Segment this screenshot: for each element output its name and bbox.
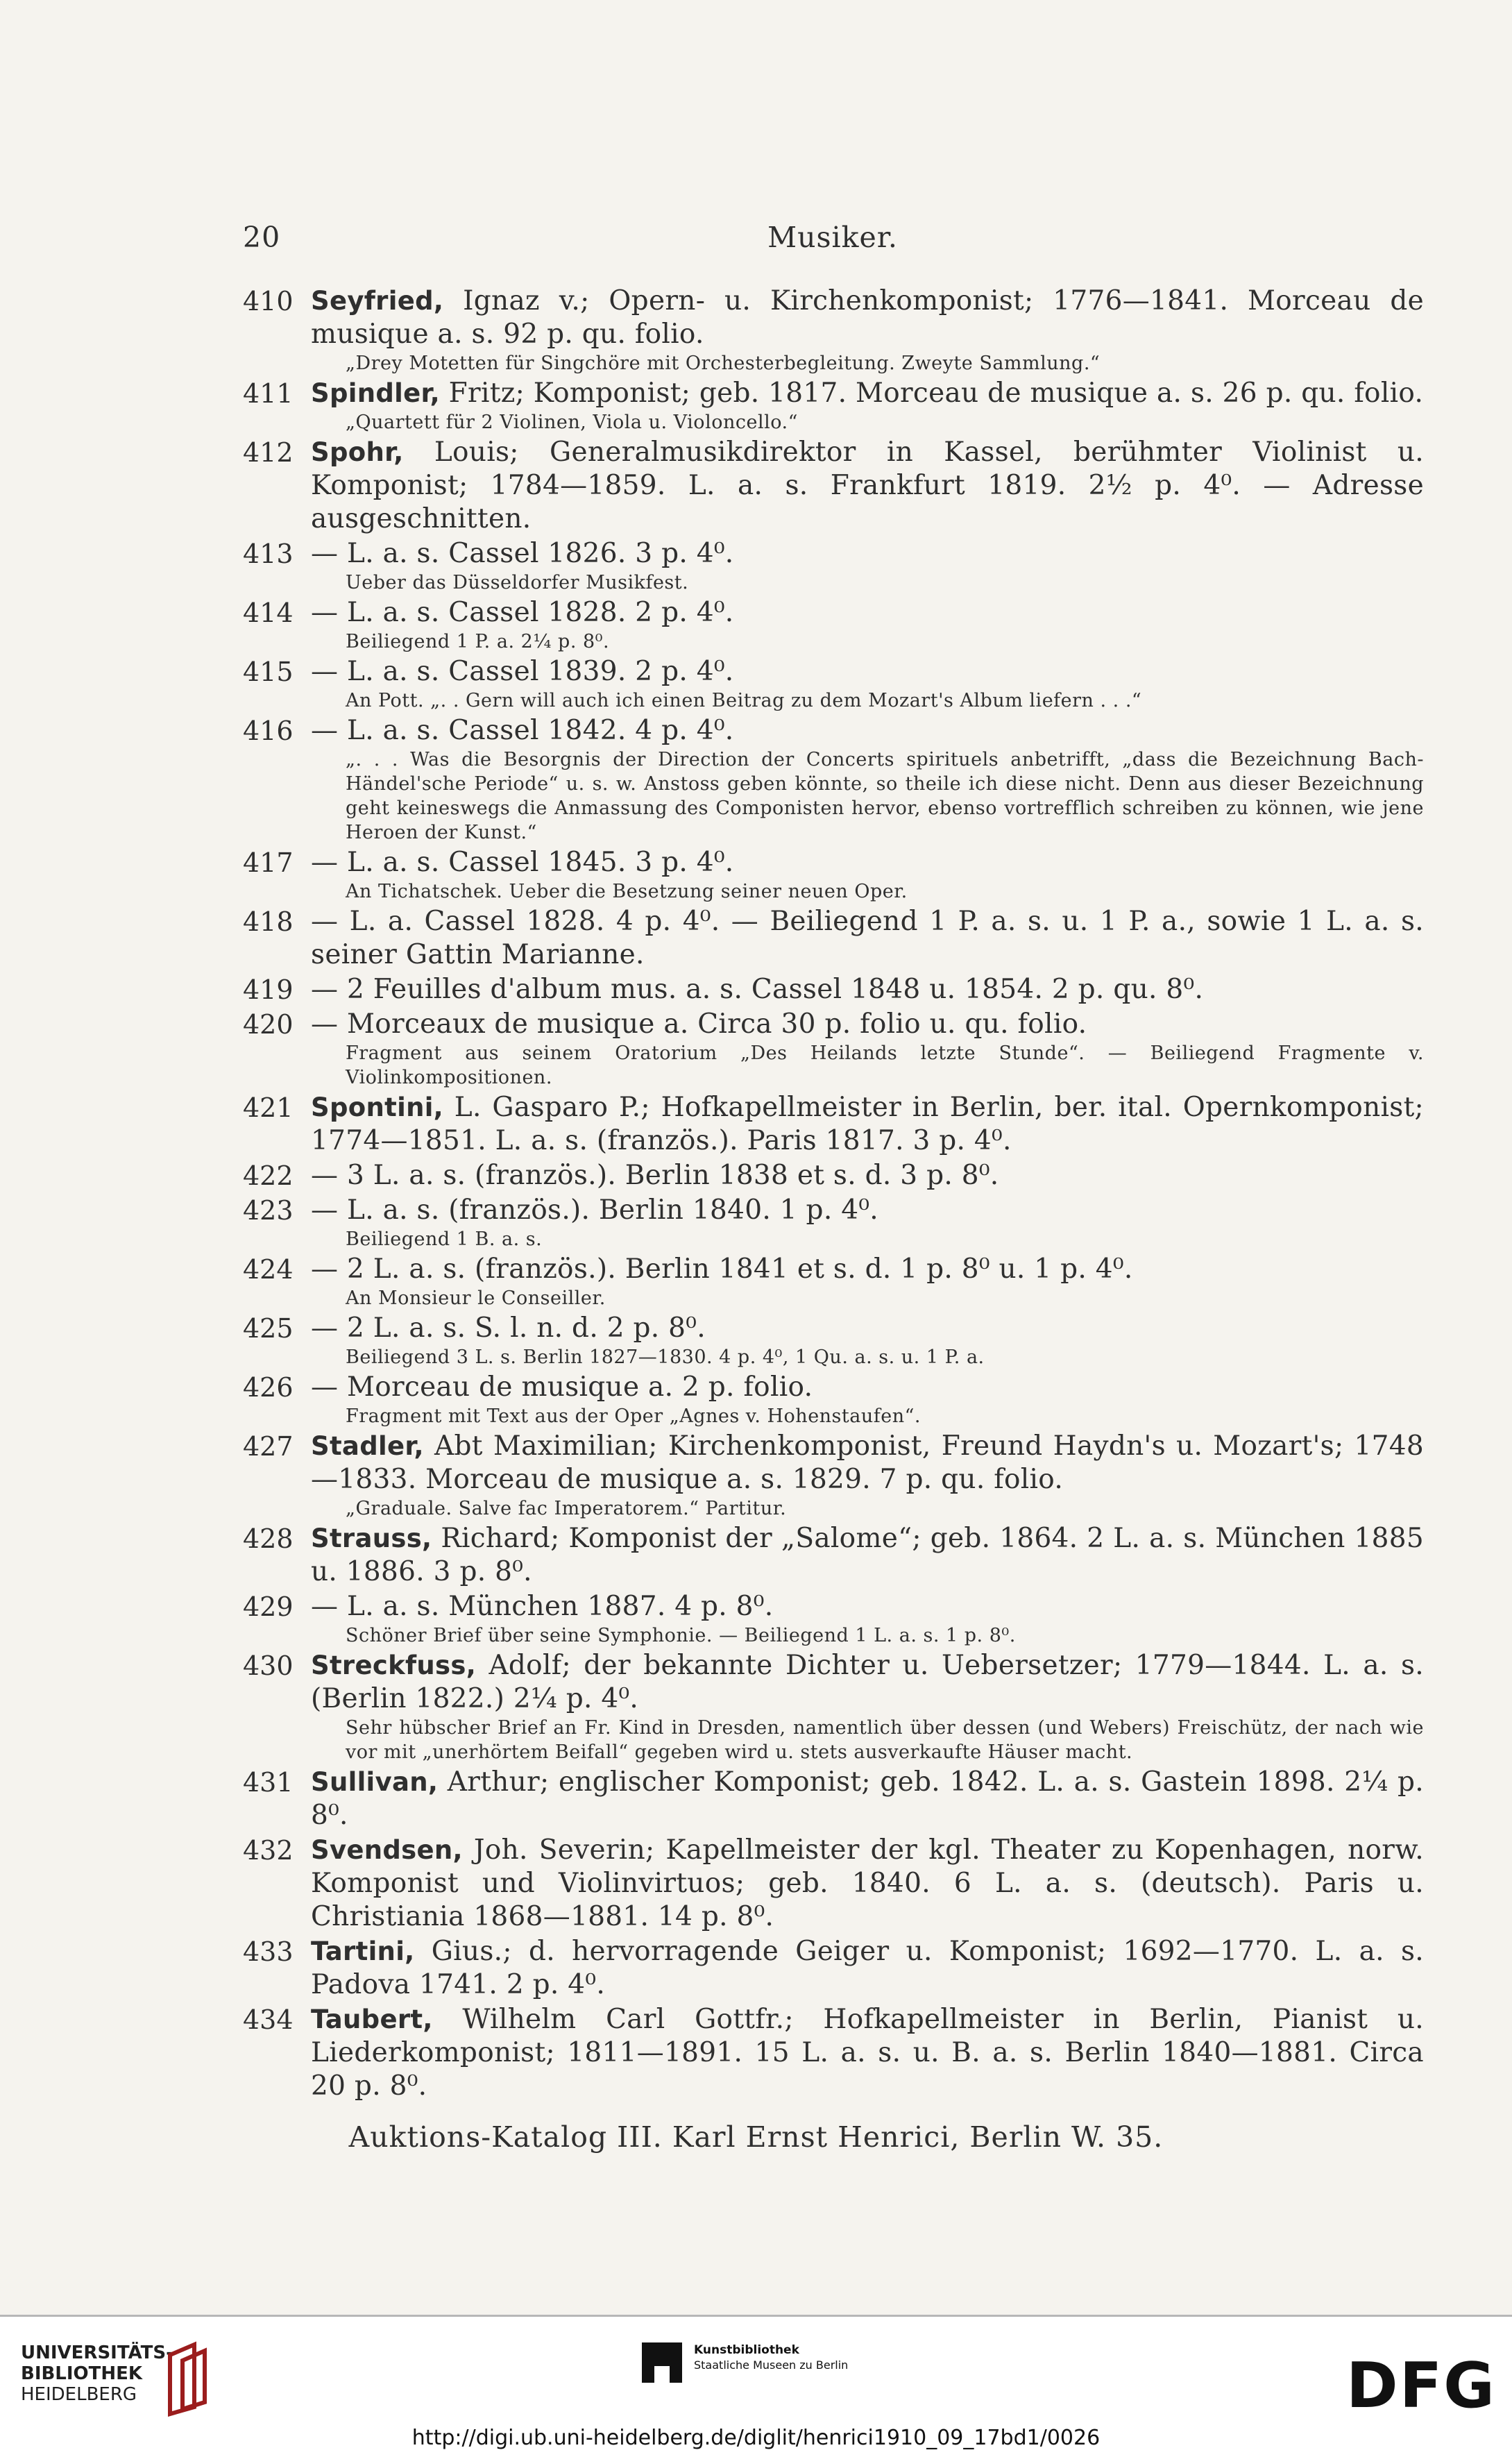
entry-text: — L. a. s. (französ.). Berlin 1840. 1 p. 4⁰.: [311, 1194, 878, 1226]
catalog-entry: [243, 1091, 1424, 1158]
entry-description: [311, 1312, 1424, 1345]
library-line-1: UNIVERSITÄTS-: [21, 2342, 173, 2363]
entry-description: [311, 537, 1424, 571]
composer-name: Spontini,: [311, 1092, 444, 1122]
entry-number: 417: [243, 847, 294, 878]
entry-description: [311, 846, 1424, 879]
library-line-2: BIBLIOTHEK: [21, 2363, 143, 2384]
entry-note: Beiliegend 3 L. s. Berlin 1827—1830. 4 p. 4⁰, 1 Qu. a. s. u. 1 P. a.: [346, 1346, 985, 1368]
entry-list: [243, 285, 1424, 2104]
entry-number: 410: [243, 286, 294, 316]
kb-line-1: Kunstbibliothek: [694, 2343, 799, 2357]
entry-note: Ueber das Düsseldorfer Musikfest.: [346, 572, 689, 593]
catalog-entry: [243, 1008, 1424, 1090]
kunstbibliothek-text: [694, 2342, 848, 2373]
entry-description: [311, 1766, 1424, 1832]
entry-number: 425: [243, 1313, 294, 1344]
catalog-entry: [243, 1590, 1424, 1648]
entry-description: [311, 1371, 1424, 1404]
university-library-logo[interactable]: [21, 2336, 222, 2433]
page-header: [243, 221, 1422, 262]
entry-number: 418: [243, 906, 294, 937]
entry-text: — Morceau de musique a. 2 p. folio.: [311, 1371, 813, 1403]
entry-description: [311, 1008, 1424, 1041]
catalog-entry: [243, 714, 1424, 845]
composer-name: Spohr,: [311, 437, 404, 467]
entry-number: 431: [243, 1767, 294, 1798]
entry-text: — L. a. s. Cassel 1828. 2 p. 4⁰.: [311, 597, 734, 628]
composer-name: Svendsen,: [311, 1835, 463, 1865]
page-title: Musiker.: [767, 221, 898, 254]
catalog-entry: [243, 1159, 1424, 1192]
catalog-entry: [243, 1312, 1424, 1369]
entry-note: „Quartett für 2 Violinen, Viola u. Violoncello.“: [346, 412, 798, 433]
entry-number: 428: [243, 1523, 294, 1554]
entry-text: Ignaz v.; Opern- u. Kirchenkomponist; 1776—1841. Morceau de musique a. s. 92 p. qu. folio.: [311, 285, 1424, 350]
composer-name: Streckfuss,: [311, 1650, 477, 1680]
entry-number: 421: [243, 1092, 294, 1123]
entry-number: 413: [243, 539, 294, 569]
catalog-entry: [243, 2003, 1424, 2103]
library-line-3: HEIDELBERG: [21, 2384, 137, 2405]
catalog-footer: Auktions-Katalog III. Karl Ernst Henrici, Berlin W. 35.: [348, 2120, 1164, 2154]
kb-line-2: Staatliche Museen zu Berlin: [694, 2358, 849, 2372]
entry-number: 412: [243, 437, 294, 468]
composer-name: Taubert,: [311, 2004, 433, 2034]
composer-name: Spindler,: [311, 378, 440, 408]
composer-name: Strauss,: [311, 1523, 432, 1553]
entry-number: 434: [243, 2004, 294, 2035]
entry-note: Schöner Brief über seine Symphonie. — Beiliegend 1 L. a. s. 1 p. 8⁰.: [346, 1625, 1016, 1646]
entry-text: Gius.; d. hervorragende Geiger u. Komponist; 1692—1770. L. a. s. Padova 1741. 2 p. 4⁰.: [311, 1936, 1424, 2000]
entry-number: 424: [243, 1254, 294, 1285]
entry-note: „Graduale. Salve fac Imperatorem.“ Partitur.: [346, 1498, 787, 1519]
entry-text: — 2 Feuilles d'album mus. a. s. Cassel 1848 u. 1854. 2 p. qu. 8⁰.: [311, 974, 1204, 1005]
catalog-entry: [243, 377, 1424, 434]
entry-text: — 2 L. a. s. S. l. n. d. 2 p. 8⁰.: [311, 1312, 706, 1344]
entry-description: [311, 714, 1424, 748]
entry-note: An Tichatschek. Ueber die Besetzung seiner neuen Oper.: [346, 881, 908, 902]
entry-text: — L. a. Cassel 1828. 4 p. 4⁰. — Beiliegend 1 P. a. s. u. 1 P. a., sowie 1 L. a. s. seiner Gattin Marianne.: [311, 906, 1424, 970]
catalog-entry: [243, 596, 1424, 654]
entry-description: [311, 655, 1424, 689]
entry-text: Fritz; Komponist; geb. 1817. Morceau de musique a. s. 26 p. qu. folio.: [439, 378, 1424, 409]
entry-number: 423: [243, 1195, 294, 1226]
catalog-entry: [243, 1834, 1424, 1934]
library-emblem-icon: [163, 2341, 219, 2417]
catalog-entry: [243, 1649, 1424, 1764]
catalog-entry: [243, 285, 1424, 375]
entry-description: [311, 1253, 1424, 1286]
composer-name: Stadler,: [311, 1431, 424, 1461]
entry-number: 411: [243, 378, 294, 409]
entry-number: 426: [243, 1372, 294, 1403]
catalog-entry: [243, 1253, 1424, 1310]
entry-note: Fragment aus seinem Oratorium „Des Heilands letzte Stunde“. — Beiliegend Fragmente v. Violinkompositionen.: [346, 1042, 1424, 1088]
entry-text: — L. a. s. Cassel 1839. 2 p. 4⁰.: [311, 656, 734, 687]
entry-text: — L. a. s. Cassel 1842. 4 p. 4⁰.: [311, 715, 734, 746]
bottom-bar: [0, 2315, 1512, 2457]
entry-note: An Pott. „. . Gern will auch ich einen Beitrag zu dem Mozart's Album liefern . . .“: [346, 690, 1142, 711]
entry-number: 420: [243, 1009, 294, 1040]
entry-description: [311, 1194, 1424, 1227]
catalog-entry: [243, 973, 1424, 1006]
entry-text: — L. a. s. München 1887. 4 p. 8⁰.: [311, 1591, 774, 1622]
entry-description: [311, 1590, 1424, 1623]
entry-description: [311, 2003, 1424, 2103]
entry-text: — 2 L. a. s. (französ.). Berlin 1841 et s. d. 1 p. 8⁰ u. 1 p. 4⁰.: [311, 1253, 1133, 1285]
catalog-entry: [243, 1371, 1424, 1428]
entry-text: Louis; Generalmusikdirektor in Kassel, berühmter Violinist u. Komponist; 1784—1859. L. a. s. Frankfurt 1819. 2½ p. 4⁰. — Adresse ausgeschnitten.: [311, 437, 1424, 534]
entry-note: Beiliegend 1 P. a. 2¼ p. 8⁰.: [346, 631, 610, 652]
entry-text: — 3 L. a. s. (französ.). Berlin 1838 et s. d. 3 p. 8⁰.: [311, 1160, 999, 1191]
page-number: 20: [243, 221, 281, 254]
source-url[interactable]: http://digi.ub.uni-heidelberg.de/diglit/henrici1910_09_17bd1/0026: [411, 2426, 1101, 2450]
entry-description: [311, 1935, 1424, 2002]
catalog-entry: [243, 1522, 1424, 1589]
kunstbibliothek-mark-icon: [642, 2342, 682, 2383]
dfg-logo[interactable]: DFG: [1346, 2349, 1497, 2422]
library-name: [21, 2342, 173, 2405]
entry-number: 416: [243, 716, 294, 746]
entry-text: Abt Maximilian; Kirchenkomponist, Freund Haydn's u. Mozart's; 1748—1833. Morceau de musique a. s. 1829. 7 p. qu. folio.: [311, 1430, 1424, 1495]
entry-description: [311, 1091, 1424, 1158]
entry-description: [311, 596, 1424, 630]
entry-number: 419: [243, 974, 294, 1005]
entry-note: „Drey Motetten für Singchöre mit Orchesterbegleitung. Zweyte Sammlung.“: [346, 353, 1101, 374]
entry-description: [311, 1430, 1424, 1496]
entry-text: Adolf; der bekannte Dichter u. Uebersetzer; 1779—1844. L. a. s. (Berlin 1822.) 2¼ p. 4⁰.: [311, 1650, 1424, 1714]
entry-number: 422: [243, 1160, 294, 1191]
entry-description: [311, 1522, 1424, 1589]
entry-text: Joh. Severin; Kapellmeister der kgl. Theater zu Kopenhagen, norw. Komponist und Violinvirtuos; geb. 1840. 6 L. a. s. (deutsch). Paris u. Christiania 1868—1881. 14 p. 8⁰.: [311, 1834, 1424, 1932]
composer-name: Seyfried,: [311, 286, 444, 316]
composer-name: Tartini,: [311, 1936, 415, 1966]
entry-description: [311, 1834, 1424, 1934]
entry-number: 432: [243, 1835, 294, 1866]
catalog-entry: [243, 537, 1424, 595]
entry-note: Beiliegend 1 B. a. s.: [346, 1228, 543, 1250]
entry-note: An Monsieur le Conseiller.: [346, 1287, 606, 1309]
entry-text: — L. a. s. Cassel 1826. 3 p. 4⁰.: [311, 538, 734, 569]
entry-description: [311, 905, 1424, 972]
catalog-entry: [243, 655, 1424, 713]
entry-description: [311, 973, 1424, 1006]
catalog-entry: [243, 436, 1424, 536]
entry-text: — Morceaux de musique a. Circa 30 p. folio u. qu. folio.: [311, 1008, 1087, 1040]
catalog-entry: [243, 1935, 1424, 2002]
catalog-entry: [243, 1766, 1424, 1832]
entry-text: Wilhelm Carl Gottfr.; Hofkapellmeister in Berlin, Pianist u. Liederkomponist; 1811—1891. 15 L. a. s. u. B. a. s. Berlin 1840—1881. Circa 20 p. 8⁰.: [311, 2004, 1424, 2102]
entry-description: [311, 1649, 1424, 1716]
entry-description: [311, 377, 1424, 410]
entry-description: [311, 1159, 1424, 1192]
catalog-entry: [243, 1194, 1424, 1251]
entry-number: 415: [243, 657, 294, 687]
entry-note: Sehr hübscher Brief an Fr. Kind in Dresden, namentlich über dessen (und Webers) Freischütz, der nach wie vor mit „unerhörtem Beifall“ gegeben wird u. stets ausverkaufte Häuser macht.: [346, 1717, 1424, 1763]
entry-number: 430: [243, 1650, 294, 1681]
entry-text: L. Gasparo P.; Hofkapellmeister in Berlin, ber. ital. Opernkomponist; 1774—1851. L. a. s. (französ.). Paris 1817. 3 p. 4⁰.: [311, 1092, 1424, 1156]
divider: [0, 2315, 1512, 2317]
catalog-entry: [243, 846, 1424, 904]
catalog-entry: [243, 905, 1424, 972]
entry-note: „. . . Was die Besorgnis der Direction der Concerts spirituels anbetrifft, „dass die Bezeichnung Bach-Händel'sche Periode“ u. s. w. Anstoss geben könnte, so theile ich diese nicht. Denn aus dieser Bezeichnung geht keineswegs die Anmassung des Componisten hervor, ebenso vortrefflich schreiben zu können, wie jene Heroen der Kunst.“: [346, 749, 1424, 843]
entry-text: — L. a. s. Cassel 1845. 3 p. 4⁰.: [311, 847, 734, 878]
entry-text: Richard; Komponist der „Salome“; geb. 1864. 2 L. a. s. München 1885 u. 1886. 3 p. 8⁰.: [311, 1523, 1424, 1587]
entry-number: 433: [243, 1936, 294, 1967]
entry-description: [311, 285, 1424, 351]
entry-number: 427: [243, 1431, 294, 1462]
entry-number: 429: [243, 1591, 294, 1622]
entry-note: Fragment mit Text aus der Oper „Agnes v. Hohenstaufen“.: [346, 1405, 921, 1427]
entry-description: [311, 436, 1424, 536]
catalog-entry: [243, 1430, 1424, 1521]
entry-number: 414: [243, 598, 294, 628]
entry-text: Arthur; englischer Komponist; geb. 1842. L. a. s. Gastein 1898. 2¼ p. 8⁰.: [311, 1766, 1424, 1831]
composer-name: Sullivan,: [311, 1767, 439, 1797]
